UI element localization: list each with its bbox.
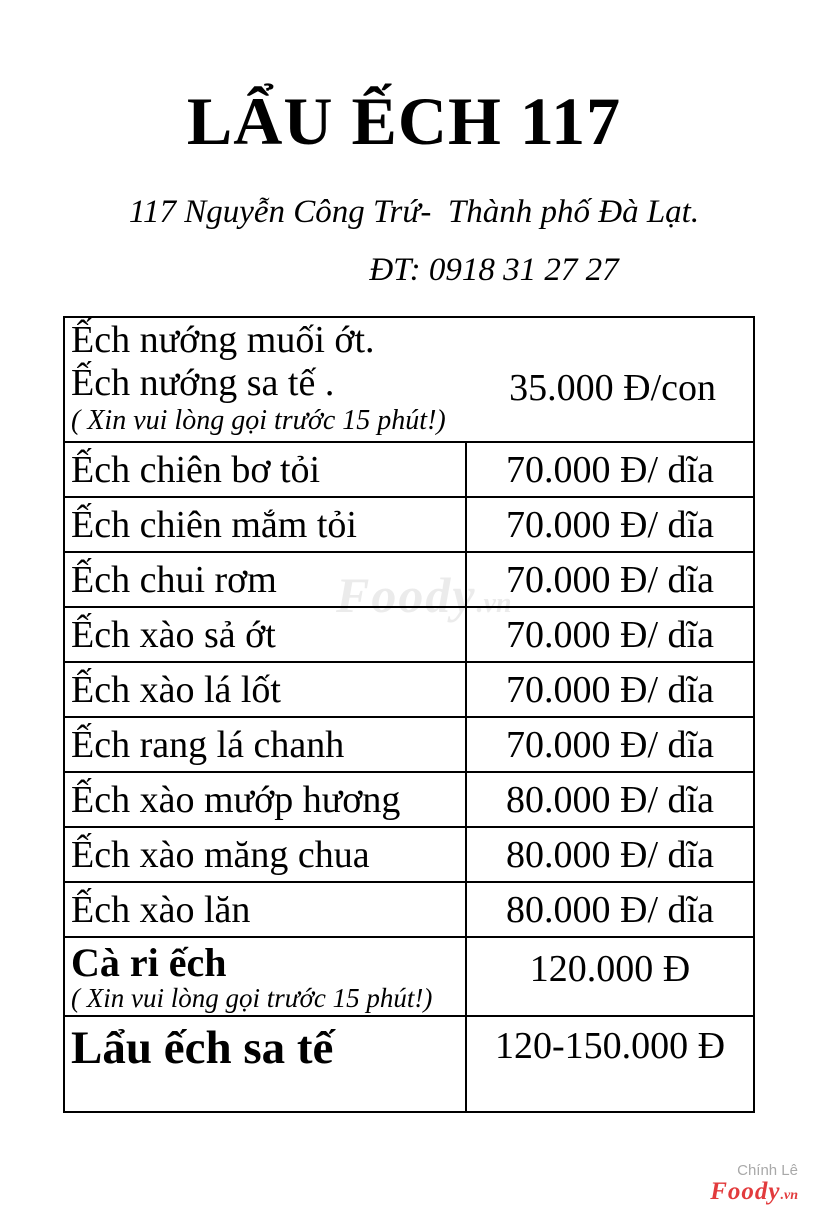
menu-row-hotpot: [65, 1017, 753, 1111]
menu-row: [65, 773, 753, 828]
phone-line: ĐT: 0918 31 27 27: [369, 252, 619, 288]
dish-name: Ếch xào măng chua: [65, 828, 467, 881]
menu-row: [65, 663, 753, 718]
foody-watermark-suffix: .vn: [476, 588, 512, 619]
menu-row-curry: [65, 938, 753, 1017]
dish-price: 120.000 Đ: [529, 948, 691, 990]
dish-price: 70.000 Đ/ dĩa: [506, 723, 714, 766]
menu-row: [65, 608, 753, 663]
foody-watermark-brand: Foody: [336, 567, 477, 623]
menu-row: [65, 498, 753, 553]
dish-price: 35.000 Đ/con: [509, 367, 716, 409]
dish-name: Ếch nướng muối ớt.: [71, 319, 375, 361]
dish-name: Ếch xào sả ớt: [65, 608, 467, 661]
dish-name: Ếch chiên mắm tỏi: [65, 498, 467, 551]
dish-price: 120-150.000 Đ: [494, 1025, 726, 1067]
dish-name: Ếch xào lá lốt: [65, 663, 467, 716]
dish-price: 80.000 Đ/ dĩa: [506, 888, 714, 931]
menu-row: [65, 718, 753, 773]
foody-logo-text: Foody: [710, 1177, 781, 1205]
foody-logo-suffix: .vn: [780, 1187, 798, 1203]
dish-price: 70.000 Đ/ dĩa: [506, 558, 714, 601]
dish-name: Cà ri ếch: [71, 940, 227, 985]
photographer-credit: [710, 1163, 798, 1205]
menu-row: [65, 828, 753, 883]
dish-name: Ếch nướng sa tế .: [71, 362, 335, 405]
dish-price: 70.000 Đ/ dĩa: [506, 613, 714, 656]
menu-row: [65, 883, 753, 938]
dish-price: 70.000 Đ/ dĩa: [506, 503, 714, 546]
menu-table: [63, 316, 755, 1113]
dish-price: 70.000 Đ/ dĩa: [506, 668, 714, 711]
dish-name: Ếch rang lá chanh: [65, 718, 467, 771]
menu-row: [65, 553, 753, 608]
dish-note: ( Xin vui lòng gọi trước 15 phút!): [71, 983, 433, 1013]
dish-name: Ếch xào lăn: [65, 883, 467, 936]
menu-title: LẨU ẾCH 117: [186, 83, 622, 159]
dish-price: 80.000 Đ/ dĩa: [506, 833, 714, 876]
dish-name: Ếch xào mướp hương: [65, 773, 467, 826]
dish-name-group: [65, 938, 467, 1015]
dish-name: Lẩu ếch sa tế: [65, 1017, 467, 1111]
dish-price: 80.000 Đ/ dĩa: [506, 778, 714, 821]
photographer-name: Chính Lê: [737, 1162, 798, 1179]
menu-row-grilled-group: [65, 318, 753, 443]
dish-name: Ếch chiên bơ tỏi: [65, 443, 467, 496]
dish-price: 70.000 Đ/ dĩa: [506, 448, 714, 491]
dish-note: ( Xin vui lòng gọi trước 15 phút!): [71, 404, 446, 436]
dish-name: Ếch chui rơm: [65, 553, 467, 606]
menu-row: [65, 443, 753, 498]
foody-logo: [710, 1178, 798, 1206]
address-line: 117 Nguyễn Công Trứ- Thành phố Đà Lạt.: [128, 194, 700, 230]
